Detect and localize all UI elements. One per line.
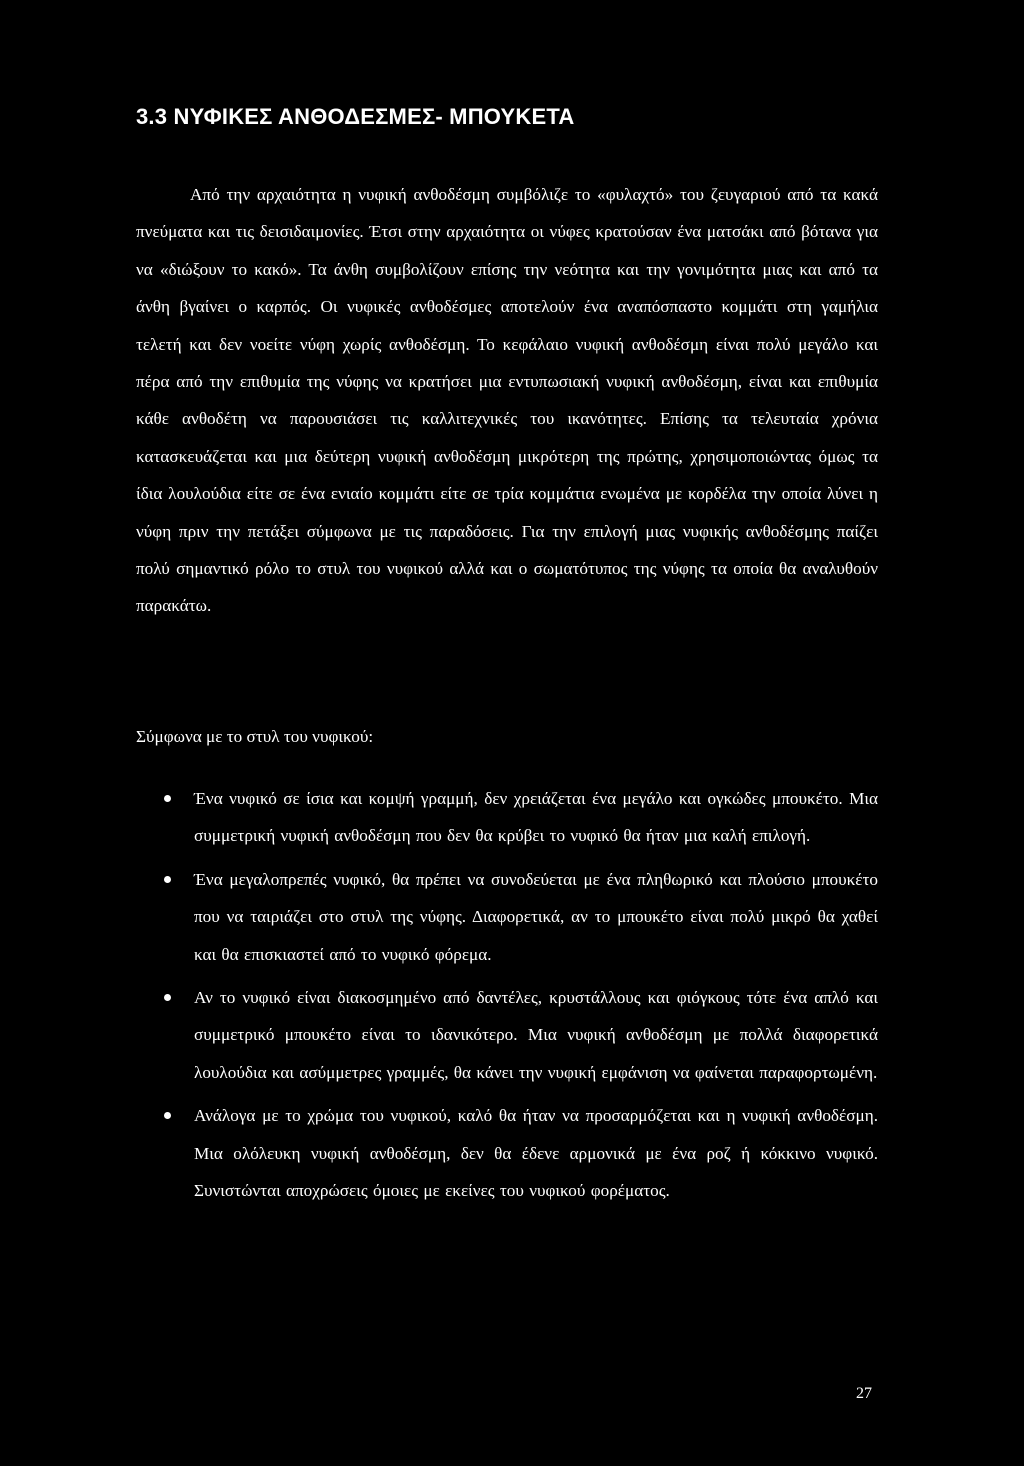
- section-heading: 3.3 ΝΥΦΙΚΕΣ ΑΝΘΟΔΕΣΜΕΣ- ΜΠΟΥΚΕΤΑ: [136, 104, 575, 129]
- intro-paragraph: Από την αρχαιότητα η νυφική ανθοδέσμη συμβόλιζε το «φυλαχτό» του ζευγαριού από τα κακά πνεύματα και τις δεισιδαιμονίες. Έτσι στην αρχαιότητα οι νύφες κρατούσαν ένα ματσάκι από βότανα για να «διώξουν το κακό». Τα άνθη συμβολίζουν επίσης την νεότητα και την γονιμότητα μιας και από τα άνθη βγαίνει ο καρπός. Οι νυφικές ανθοδέσμες αποτελούν ένα αναπόσπαστο κομμάτι στη γαμήλια τελετή και δεν νοείτε νύφη χωρίς ανθοδέσμη. Το κεφάλαιο νυφική ανθοδέσμη είναι πολύ μεγάλο και πέρα από την επιθυμία της νύφης να κρατήσει μια εντυπωσιακή νυφική ανθοδέσμη, είναι και επιθυμία κάθε ανθοδέτη να παρουσιάσει τις καλλιτεχνικές του ικανότητες. Επίσης τα τελευταία χρόνια κατασκευάζεται και μια δεύτερη νυφική ανθοδέσμη μικρότερη της πρώτης, χρησιμοποιώντας όμως τα ίδια λουλούδια είτε σε ένα ενιαίο κομμάτι είτε σε τρία κομμάτια ενωμένα με κορδέλα την οποία λύνει η νύφη πριν την πετάξει σύμφωνα με τις παραδόσεις. Για την επιλογή μιας νυφικής ανθοδέσμης παίζει πολύ σημαντικό ρόλο το στυλ του νυφικού αλλά και ο σωματότυπος της νύφης τα οποία θα αναλυθούν παρακάτω.: [136, 185, 878, 616]
- list-item: [136, 861, 878, 973]
- bullet-icon: [164, 1112, 171, 1119]
- list-item-text: Αν το νυφικό είναι διακοσμημένο από δαντέλες, κρυστάλλους και φιόγκους τότε ένα απλό και συμμετρικό μπουκέτο είναι το ιδανικότερο. Μια νυφική ανθοδέσμη με πολλά διαφορετικά λουλούδια και ασύμμετρες γραμμές, θα κάνει την νυφική εμφάνιση να φαίνεται παραφορτωμένη.: [194, 988, 878, 1082]
- list-item-text: Ανάλογα με το χρώμα του νυφικού, καλό θα ήταν να προσαρμόζεται και η νυφική ανθοδέσμη. Μια ολόλευκη νυφική ανθοδέσμη, δεν θα έδενε αρμονικά με ένα ροζ ή κόκκινο νυφικό. Συνιστώνται αποχρώσεις όμοιες με εκείνες του νυφικού φορέματος.: [194, 1106, 878, 1201]
- list-item: [136, 780, 878, 855]
- list-intro: Σύμφωνα με το στυλ του νυφικού:: [136, 727, 374, 746]
- bullet-icon: [164, 994, 171, 1001]
- bullet-icon: [164, 876, 171, 883]
- page-number: 27: [856, 1385, 872, 1402]
- bullet-list: [136, 780, 878, 1215]
- list-item: [136, 1097, 878, 1209]
- list-item-text: Ένα μεγαλοπρεπές νυφικό, θα πρέπει να συνοδεύεται με ένα πληθωρικό και πλούσιο μπουκέτο που να ταιριάζει στο στυλ της νύφης. Διαφορετικά, αν το μπουκέτο είναι πολύ μικρό θα χαθεί και θα επισκιαστεί από το νυφικό φόρεμα.: [194, 869, 878, 964]
- list-item-text: Ένα νυφικό σε ίσια και κομψή γραμμή, δεν χρειάζεται ένα μεγάλο και ογκώδες μπουκέτο. Μια συμμετρική νυφική ανθοδέσμη που δεν θα κρύβει το νυφικό θα ήταν μια καλή επιλογή.: [194, 789, 878, 846]
- bullet-icon: [164, 795, 171, 802]
- list-item: [136, 979, 878, 1091]
